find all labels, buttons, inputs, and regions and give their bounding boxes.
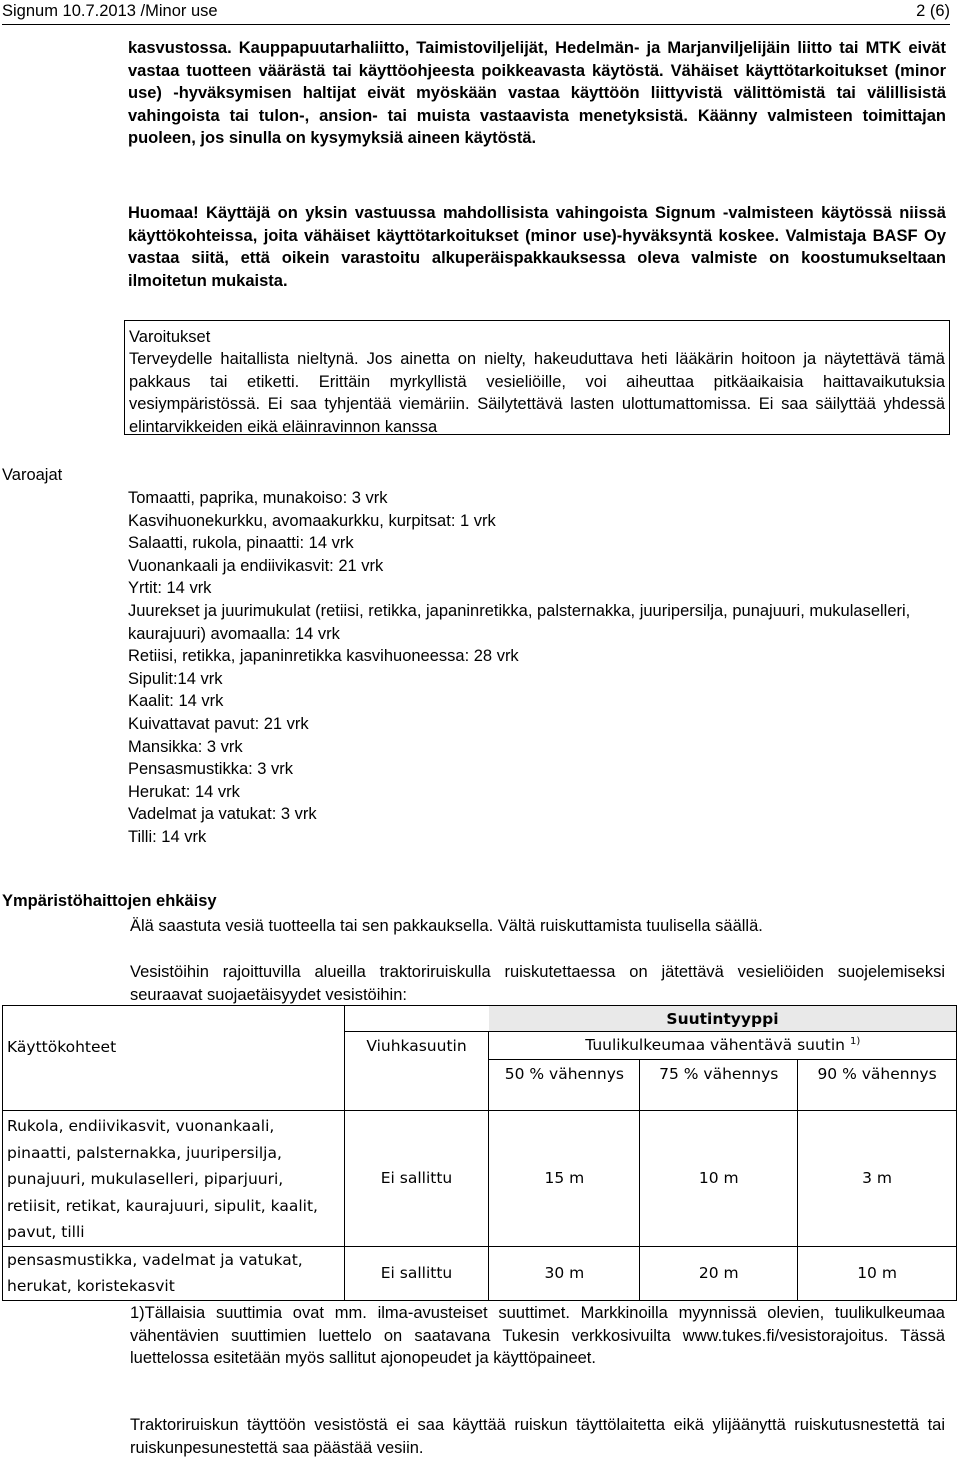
row-kohde: pensasmustikka, vadelmat ja vatukat, herukat, koristekasvit — [3, 1246, 345, 1300]
footnote-1: 1)Tällaisia suuttimia ovat mm. ilma-avusteiset suuttimet. Markkinoilla myynnissä olevien, tuulikulkeumaa vähentävien suuttimien luettelo on saatavana Tukesin verkkosivuilta www.tukes.fi/vesistorajoitus. Tässä luettelossa esitetään myös sallitut ajonopeudet ja käyttöpaineet. — [130, 1304, 945, 1368]
header-tuulikulkeuma-text: Tuulikulkeumaa vähentävä suutin — [585, 1036, 846, 1055]
header-tuulikulkeuma — [489, 1032, 957, 1060]
header-suutintyyppi: Suutintyyppi — [489, 1006, 957, 1032]
list-item: Sipulit:14 vrk — [128, 669, 223, 688]
header-title: Signum 10.7.2013 /Minor use — [2, 2, 218, 20]
list-item: Kaalit: 14 vrk — [128, 692, 224, 711]
warnings-box — [124, 320, 950, 435]
list-item: Vadelmat ja vatukat: 3 vrk — [128, 805, 317, 824]
intro-paragraph: kasvustossa. Kauppapuutarhaliitto, Taimistoviljelijät, Hedelmän- ja Marjanviljelijäin liitto tai MTK eivät vastaa tuotteen väärästä tai käyttöohjeesta poikkeavasta käytöstä. Vähäiset käyttötarkoitukset (minor use) -hyväksymisen haltijat eivät myöskään vastaa käyttöön liittyvistä välittömistä tai välillisistä vahingoista tai tulon-, ansion- tai muista vastaavista menetyksistä. Käänny valmisteen toimittajan puoleen, jos sinulla on kysymyksiä aineen käytöstä. — [128, 39, 946, 148]
header-50: 50 % vähennys — [489, 1060, 640, 1088]
warnings-text: Terveydelle haitallista nieltynä. Jos ainetta on nielty, hakeuduttava heti lääkärin hoitoon ja näytettävä tämä pakkaus tai etiketti. Erittäin myrkyllistä vesieliöille, voi aiheuttaa pitkäaikaisia haittavaikutuksia vesiympäristössä. Ei saa tyhjentää viemäriin. Säilytettävä lasten ulottumattomissa. Ei saa säilyttää yhdessä elintarvikkeiden eikä eläinravinnon kanssa — [129, 350, 945, 436]
header-kayttokohteet: Käyttökohteet — [3, 1006, 345, 1088]
environment-line1: Älä saastuta vesiä tuotteella tai sen pakkauksella. Vältä ruiskuttamista tuulisella säällä. — [130, 917, 763, 935]
list-item: Vuonankaali ja endiivikasvit: 21 vrk — [128, 556, 384, 575]
varoajat-list — [128, 487, 948, 849]
header-90: 90 % vähennys — [798, 1060, 957, 1088]
list-item: Tilli: 14 vrk — [128, 827, 207, 846]
list-item: Pensasmustikka: 3 vrk — [128, 760, 294, 779]
list-item: Retiisi, retikka, japaninretikka kasvihuoneessa: 28 vrk — [128, 647, 519, 666]
row-viuhka: Ei sallittu — [344, 1111, 489, 1247]
row-50: 15 m — [489, 1111, 640, 1247]
notice-paragraph: Huomaa! Käyttäjä on yksin vastuussa mahdollisista vahingoista Signum -valmisteen käytössä niissä käyttökohteissa, joita vähäiset käyttötarkoitukset (minor use)-hyväksyntä koskee. Valmistaja BASF Oy vastaa siitä, että oikein varastoitu alkuperäispakkauksessa oleva valmiste on koostumukseltaan ilmoitetun mukaista. — [128, 204, 946, 290]
distance-table — [2, 1005, 957, 1301]
list-item: Kasvihuonekurkku, avomaakurkku, kurpitsat: 1 vrk — [128, 511, 496, 530]
footnote-marker: 1) — [849, 1036, 861, 1048]
row-kohde: Rukola, endiivikasvit, vuonankaali, pinaatti, palsternakka, juuripersilja, punajuuri, mukulaselleri, piparjuuri, retiisit, retikat, kaurajuuri, sipulit, kaalit, pavut, tilli — [3, 1111, 345, 1247]
footnote-2: Traktoriruiskun täyttöön vesistöstä ei saa käyttää ruiskun täyttölaitetta eikä ylijäänyttä ruiskutusnestettä tai ruiskunpesunestettä saa päästää vesiin. — [130, 1416, 945, 1457]
list-item: Salaatti, rukola, pinaatti: 14 vrk — [128, 534, 354, 553]
list-item: Herukat: 14 vrk — [128, 782, 240, 801]
table-row — [3, 1111, 957, 1247]
list-item: Tomaatti, paprika, munakoiso: 3 vrk — [128, 489, 388, 507]
row-90: 3 m — [798, 1111, 957, 1247]
header-75: 75 % vähennys — [640, 1060, 798, 1088]
row-90: 10 m — [798, 1246, 957, 1300]
row-50: 30 m — [489, 1246, 640, 1300]
warnings-title: Varoitukset — [129, 328, 211, 346]
list-item: Yrtit: 14 vrk — [128, 579, 212, 598]
page-header — [2, 0, 950, 25]
list-item: Mansikka: 3 vrk — [128, 737, 243, 756]
row-viuhka: Ei sallittu — [344, 1246, 489, 1300]
varoajat-label: Varoajat — [2, 466, 63, 484]
environment-title: Ympäristöhaittojen ehkäisy — [2, 892, 217, 910]
header-viuhkasuutin: Viuhkasuutin — [344, 1032, 489, 1060]
environment-line2: Vesistöihin rajoittuvilla alueilla traktoriruiskulla ruiskutettaessa on jätettävä vesieliöiden suojelemiseksi seuraavat suojaetäisyydet vesistöihin: — [130, 963, 945, 1004]
page-number: 2 (6) — [916, 2, 950, 20]
list-item: Kuivattavat pavut: 21 vrk — [128, 714, 309, 733]
table-row — [3, 1246, 957, 1300]
list-item: Juurekset ja juurimukulat (retiisi, retikka, japaninretikka, palsternakka, juuripersilja, punajuuri, mukulaselleri, kaurajuuri) avomaalla: 14 vrk — [128, 601, 911, 643]
row-75: 10 m — [640, 1111, 798, 1247]
row-75: 20 m — [640, 1246, 798, 1300]
